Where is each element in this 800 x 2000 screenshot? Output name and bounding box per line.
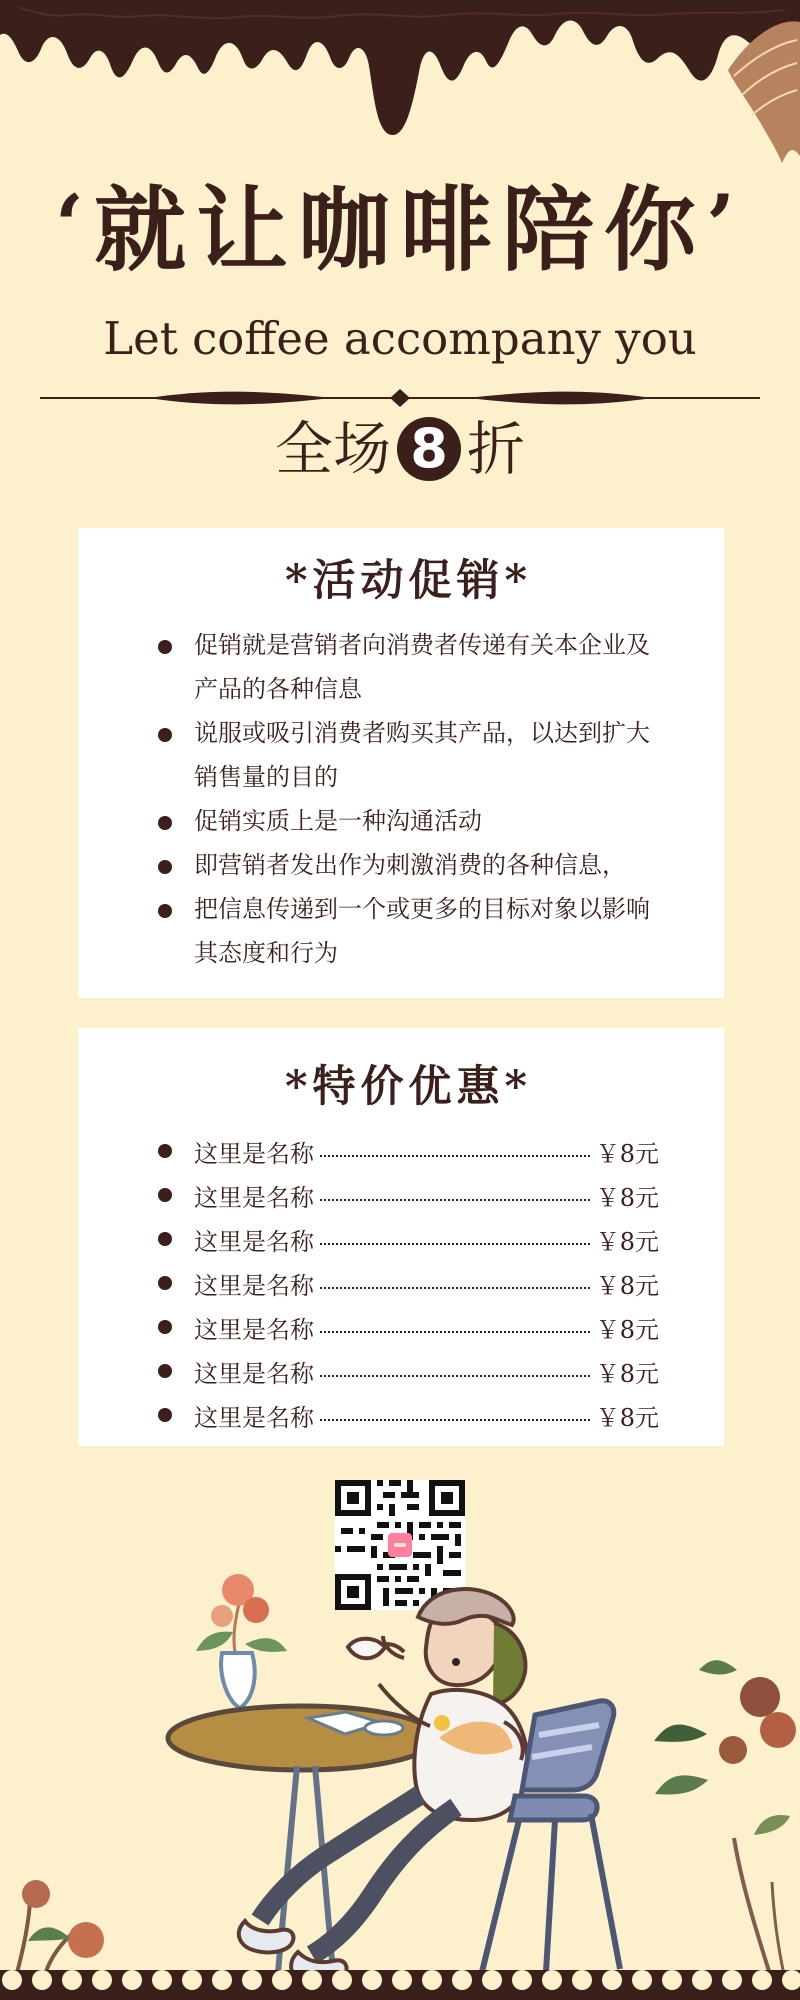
- discount-line: [0, 415, 800, 486]
- special-item-price: ￥8元: [595, 1227, 659, 1256]
- specials-list: [158, 1129, 659, 1437]
- special-leader-dots: [320, 1331, 590, 1333]
- special-item-name: 这里是名称: [194, 1271, 314, 1300]
- special-leader-dots: [320, 1155, 590, 1157]
- special-item-price: ￥8元: [595, 1403, 659, 1432]
- closing-quote: ’: [706, 176, 746, 275]
- special-item-name: 这里是名称: [194, 1227, 314, 1256]
- promotion-item: 把信息传递到一个或更多的目标对象以影响其态度和行为: [158, 887, 659, 975]
- specials-panel: [78, 1028, 724, 1446]
- discount-suffix: 折: [467, 415, 526, 483]
- poster-subtitle: Let coffee accompany you: [103, 312, 697, 365]
- specials-title: *特价优惠*: [285, 1062, 532, 1112]
- special-leader-dots: [320, 1419, 590, 1421]
- promotion-title: *活动促销*: [285, 556, 532, 606]
- special-item-price: ￥8元: [595, 1139, 659, 1168]
- promotion-item: 说服或吸引消费者购买其产品，以达到扩大销售量的目的: [158, 711, 659, 799]
- special-item: [158, 1305, 659, 1349]
- discount-value-badge: 8: [397, 417, 461, 481]
- special-item: [158, 1349, 659, 1393]
- special-item-name: 这里是名称: [194, 1403, 314, 1432]
- promotion-panel: [78, 528, 724, 998]
- promotion-list: [158, 623, 659, 975]
- special-leader-dots: [320, 1287, 590, 1289]
- special-leader-dots: [320, 1375, 590, 1377]
- special-item-name: 这里是名称: [194, 1139, 314, 1168]
- special-item: [158, 1129, 659, 1173]
- special-item-price: ￥8元: [595, 1271, 659, 1300]
- discount-prefix: 全场: [274, 415, 391, 483]
- cafe-illustration: [0, 1552, 800, 2000]
- special-item: [158, 1261, 659, 1305]
- special-item-name: 这里是名称: [194, 1315, 314, 1344]
- chocolate-drip-decoration: [0, 0, 800, 190]
- special-leader-dots: [320, 1199, 590, 1201]
- special-item-name: 这里是名称: [194, 1359, 314, 1388]
- table-with-vase: [168, 1574, 436, 1981]
- floral-decoration-right: [654, 1660, 796, 2000]
- promotion-item: 促销就是营销者向消费者传递有关本企业及产品的各种信息: [158, 623, 659, 711]
- special-item: [158, 1173, 659, 1217]
- promotion-item: 即营销者发出作为刺激消费的各种信息，: [158, 843, 659, 887]
- poster-title-text: 就让咖啡陪你: [93, 176, 706, 284]
- poster-title: [0, 176, 800, 284]
- special-item: [158, 1393, 659, 1437]
- special-item-name: 这里是名称: [194, 1183, 314, 1212]
- promotion-item: 促销实质上是一种沟通活动: [158, 799, 659, 843]
- special-item-price: ￥8元: [595, 1315, 659, 1344]
- special-item-price: ￥8元: [595, 1359, 659, 1388]
- ornamental-divider-icon: [40, 384, 760, 412]
- lace-border: [0, 1970, 800, 2000]
- special-leader-dots: [320, 1243, 590, 1245]
- special-item: [158, 1217, 659, 1261]
- special-item-price: ￥8元: [595, 1183, 659, 1212]
- opening-quote: ‘: [54, 176, 94, 275]
